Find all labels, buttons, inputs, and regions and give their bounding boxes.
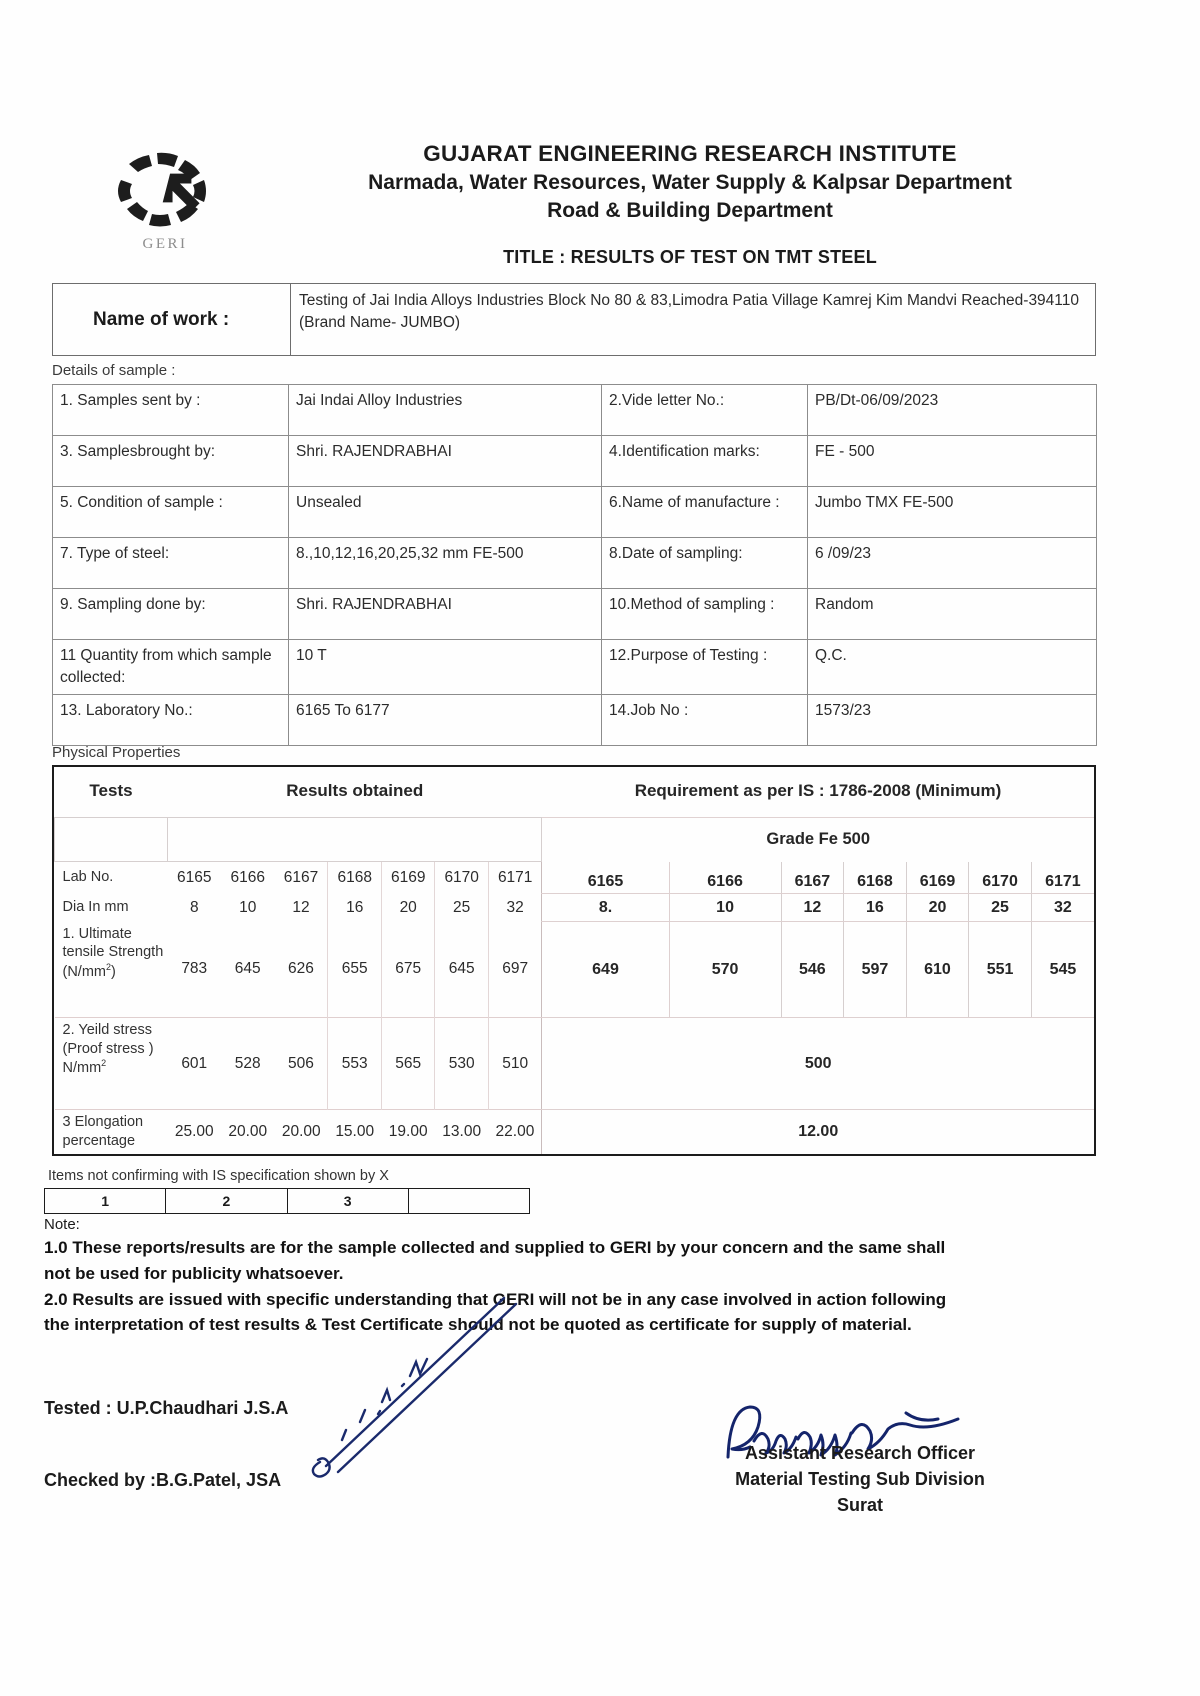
geri-logo [90, 150, 240, 253]
detail-value: 6165 To 6177 [289, 695, 602, 746]
uts-value: 645 [435, 922, 488, 1018]
elongation-value: 25.00 [168, 1110, 221, 1154]
detail-value: 8.,10,12,16,20,25,32 mm FE-500 [289, 538, 602, 589]
name-of-work-label: Name of work : [53, 284, 291, 355]
req-dia-value: 8. [542, 894, 669, 922]
req-lab-no: 6168 [844, 862, 907, 894]
detail-value: Q.C. [808, 640, 1097, 695]
xbox-cell-4 [408, 1189, 529, 1214]
header-requirement: Requirement as per IS : 1786-2008 (Minimum) [634, 781, 1002, 800]
req-lab-no: 6167 [781, 862, 844, 894]
dia-value: 12 [292, 898, 310, 916]
req-uts-value: 546 [781, 922, 844, 1018]
table-row [53, 436, 1097, 487]
detail-key: 2.Vide letter No.: [602, 385, 808, 436]
detail-key: 6.Name of manufacture : [602, 487, 808, 538]
xbox-cell-2: 2 [166, 1189, 287, 1214]
detail-value: Shri. RAJENDRABHAI [289, 436, 602, 487]
req-dia-value: 32 [1031, 894, 1094, 922]
yield-value: 506 [274, 1018, 327, 1110]
uts-label [55, 922, 168, 1018]
req-elongation-value: 12.00 [542, 1110, 1094, 1154]
elongation-value: 22.00 [488, 1110, 542, 1154]
detail-key: 5. Condition of sample : [53, 487, 289, 538]
physical-properties-table [54, 767, 1094, 1154]
req-dia-value: 25 [969, 894, 1032, 922]
table-row [45, 1189, 530, 1214]
xbox-cell-1: 1 [45, 1189, 166, 1214]
detail-value: 1573/23 [808, 695, 1097, 746]
name-of-work-box [52, 283, 1096, 356]
name-of-work-value: Testing of Jai India Alloys Industries Block No 80 & 83,Limodra Patia Village Kamrej Kim Mandvi Reached-394110 (Brand Name- JUMBO) [299, 292, 1080, 332]
xbox-cell-3: 3 [287, 1189, 408, 1214]
detail-value: FE - 500 [808, 436, 1097, 487]
req-uts-value: 649 [542, 922, 669, 1018]
detail-key: 9. Sampling done by: [53, 589, 289, 640]
non-conforming-items-box [44, 1188, 530, 1214]
dia-value: 16 [328, 894, 381, 922]
uts-value: 645 [234, 960, 261, 978]
req-uts-value: 610 [906, 922, 969, 1018]
physical-properties-table-wrap [52, 765, 1096, 1156]
tested-by-line: Tested : U.P.Chaudhari J.S.A [44, 1398, 289, 1418]
detail-key: 4.Identification marks: [602, 436, 808, 487]
phys-header-row [55, 767, 1095, 818]
yield-value: 553 [328, 1018, 381, 1110]
document-header [70, 140, 1130, 275]
lab-no-label: Lab No. [62, 869, 114, 886]
header-results-obtained: Results obtained [286, 781, 424, 800]
detail-key: 14.Job No : [602, 695, 808, 746]
detail-key: 13. Laboratory No.: [53, 695, 289, 746]
req-dia-value: 20 [906, 894, 969, 922]
detail-key: 7. Type of steel: [53, 538, 289, 589]
institute-name: GUJARAT ENGINEERING RESEARCH INSTITUTE [423, 141, 957, 166]
table-row [53, 487, 1097, 538]
grade-row [55, 818, 1095, 862]
table-row [53, 538, 1097, 589]
req-lab-no: 6166 [669, 862, 781, 894]
officer-division: Material Testing Sub Division [735, 1469, 985, 1490]
checked-by-line: Checked by :B.G.Patel, JSA [44, 1470, 282, 1490]
elongation-value: 19.00 [381, 1110, 434, 1154]
dia-value: 20 [381, 894, 434, 922]
notes-block [44, 1235, 964, 1338]
lab-no-value: 6166 [230, 868, 265, 886]
req-uts-value: 597 [844, 922, 907, 1018]
detail-value: 10 T [289, 640, 602, 695]
detail-key: 10.Method of sampling : [602, 589, 808, 640]
note-2: 2.0 Results are issued with specific understanding that GERI will not be in any case involved in action following the interpretation of test results & Test Certificate should not be quoted as certificate for supply of material. [44, 1289, 947, 1335]
detail-value: Jumbo TMX FE-500 [808, 487, 1097, 538]
uts-value: 697 [488, 922, 542, 1018]
elongation-value: 20.00 [274, 1110, 327, 1154]
detail-key: 12.Purpose of Testing : [602, 640, 808, 695]
lab-no-value: 6168 [328, 862, 381, 894]
items-not-confirming-note: Items not confirming with IS specification shown by X [48, 1168, 389, 1184]
req-uts-value: 551 [969, 922, 1032, 1018]
lab-no-row [55, 862, 1095, 894]
note-1: 1.0 These reports/results are for the sample collected and supplied to GERI by your concern and the same shall not be used for publicity whatsoever. [44, 1238, 946, 1283]
physical-properties-caption: Physical Properties [52, 744, 181, 761]
detail-value: 6 /09/23 [808, 538, 1097, 589]
dia-label: Dia In mm [62, 899, 129, 916]
details-of-sample-table [52, 384, 1097, 746]
elongation-value: 20.00 [221, 1110, 274, 1154]
table-row [53, 695, 1097, 746]
uts-row [55, 922, 1095, 1018]
dia-value: 8 [189, 898, 199, 916]
lab-no-value: 6170 [435, 862, 488, 894]
detail-key: 8.Date of sampling: [602, 538, 808, 589]
req-dia-value: 12 [781, 894, 844, 922]
elongation-value: 15.00 [328, 1110, 381, 1154]
detail-value: Shri. RAJENDRABHAI [289, 589, 602, 640]
req-dia-value: 16 [844, 894, 907, 922]
dia-value: 10 [239, 898, 257, 916]
report-title: TITLE : RESULTS OF TEST ON TMT STEEL [503, 247, 877, 268]
geri-logo-text: GERI [142, 236, 188, 252]
req-yield-value: 500 [542, 1018, 1094, 1110]
lab-no-value: 6167 [283, 868, 319, 886]
req-uts-value: 545 [1031, 922, 1094, 1018]
req-uts-value: 570 [669, 922, 781, 1018]
yield-value: 510 [488, 1018, 542, 1110]
uts-label-text: 1. Ultimate tensile Strength (N/mm [62, 925, 164, 980]
geri-logo-icon [101, 150, 229, 232]
officer-designation-block [710, 1440, 1010, 1518]
yield-value: 565 [381, 1018, 434, 1110]
detail-value: Jai Indai Alloy Industries [289, 385, 602, 436]
req-dia-value: 10 [669, 894, 781, 922]
yield-value: 528 [221, 1018, 274, 1110]
uts-label-end: ) [111, 963, 116, 980]
uts-label-sup: 2 [106, 961, 112, 972]
uts-value: 675 [381, 922, 434, 1018]
department-line-1: Narmada, Water Resources, Water Supply & Kalpsar Department [368, 170, 1012, 194]
yield-label-text: 2. Yeild stress (Proof stress ) N/mm [62, 1022, 154, 1076]
note-label: Note: [44, 1216, 80, 1233]
grade-label: Grade Fe 500 [542, 818, 1094, 862]
detail-key: 3. Samplesbrought by: [53, 436, 289, 487]
spacer-cell [55, 818, 168, 862]
dia-row [55, 894, 1095, 922]
lab-no-value: 6169 [381, 862, 434, 894]
req-lab-no: 6169 [906, 862, 969, 894]
details-of-sample-caption: Details of sample : [52, 362, 176, 379]
uts-value: 655 [328, 922, 381, 1018]
table-row [53, 640, 1097, 695]
spacer-cell [168, 818, 542, 862]
elongation-row [55, 1110, 1095, 1154]
elongation-value: 13.00 [435, 1110, 488, 1154]
dia-value: 25 [435, 894, 488, 922]
detail-key: 1. Samples sent by : [53, 385, 289, 436]
uts-value: 783 [181, 960, 208, 978]
officer-title: Assistant Research Officer [744, 1443, 976, 1463]
detail-value: PB/Dt-06/09/2023 [808, 385, 1097, 436]
organization-block [250, 140, 1130, 268]
detail-value: Random [808, 589, 1097, 640]
yield-row [55, 1018, 1095, 1110]
table-row [53, 385, 1097, 436]
lab-no-value: 6171 [488, 862, 542, 894]
req-lab-no: 6171 [1031, 862, 1094, 894]
table-row [53, 589, 1097, 640]
department-line-2: Road & Building Department [547, 198, 833, 222]
req-lab-no: 6170 [969, 862, 1032, 894]
yield-label-sup: 2 [101, 1058, 107, 1069]
yield-label [55, 1018, 168, 1110]
dia-value: 32 [488, 894, 542, 922]
uts-value: 626 [288, 960, 314, 978]
header-tests: Tests [89, 781, 133, 800]
yield-value: 530 [435, 1018, 488, 1110]
req-lab-no: 6165 [542, 862, 669, 894]
officer-city: Surat [836, 1495, 883, 1516]
yield-value: 601 [168, 1018, 221, 1110]
detail-value: Unsealed [289, 487, 602, 538]
lab-no-value: 6165 [177, 868, 212, 886]
detail-key: 11 Quantity from which sample collected: [53, 640, 289, 695]
elongation-label: 3 Elongation percentage [55, 1110, 168, 1154]
